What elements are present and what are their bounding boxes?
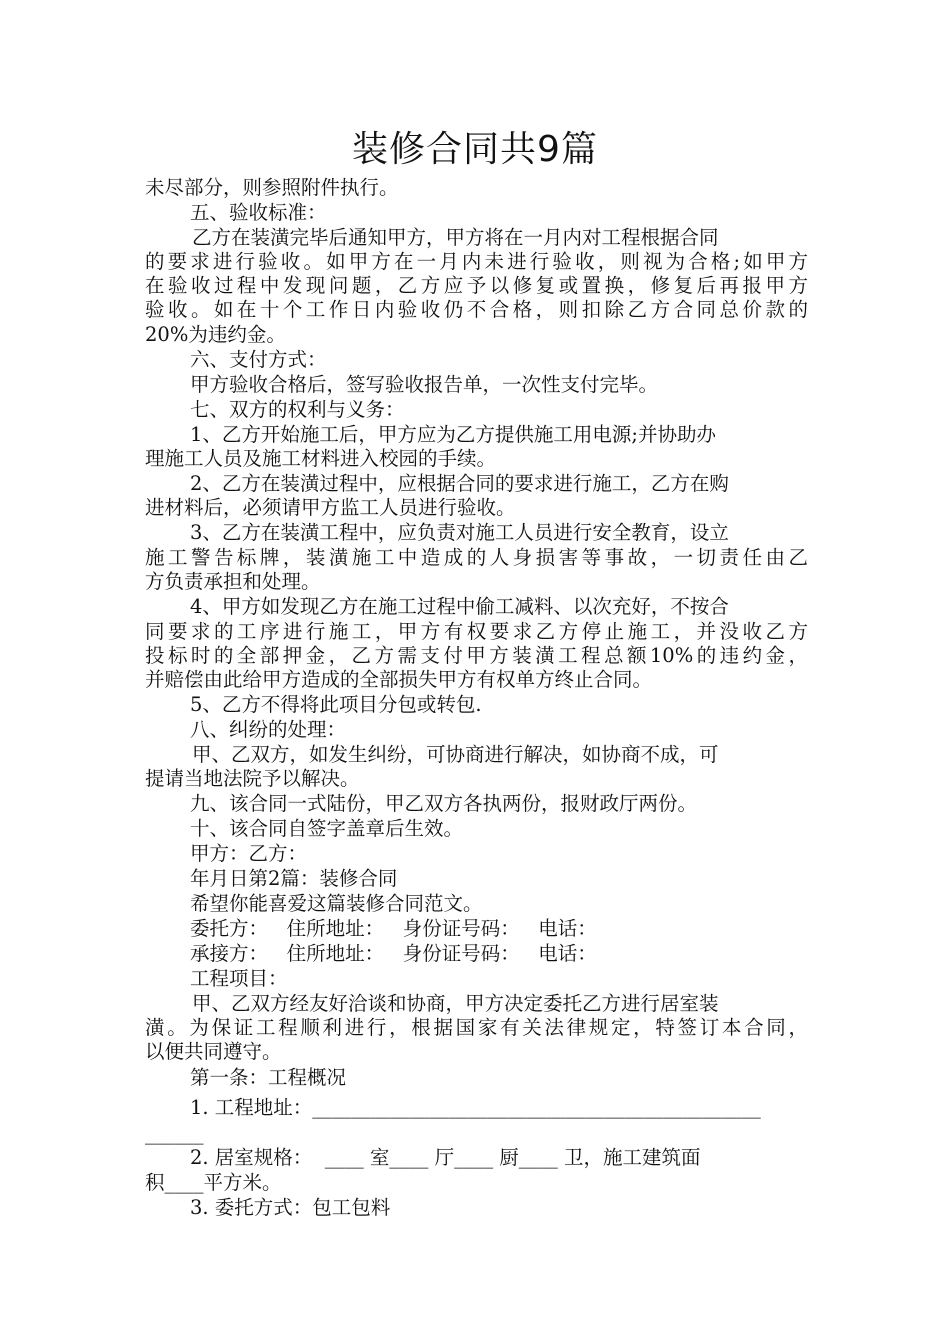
section-heading: 十、该合同自签字盖章后生效。 bbox=[190, 817, 464, 840]
text-line: 进材料后，必须请甲方监工人员进行验收。 bbox=[145, 496, 516, 519]
text-line: 积____平方米。 bbox=[145, 1171, 282, 1194]
text-line: 方负责承担和处理。 bbox=[145, 570, 321, 593]
text-line: 承接方： 住所地址： 身份证号码： 电话： bbox=[190, 942, 597, 965]
text-line: ______ bbox=[145, 1122, 204, 1145]
text-line: 验收。如在十个工作日内验收仍不合格，则扣除乙方合同总价款的 bbox=[145, 298, 808, 321]
section-heading: 第一条：工程概况 bbox=[190, 1066, 347, 1089]
text-line: 甲、乙双方经友好洽谈和协商，甲方决定委托乙方进行居室装 bbox=[192, 992, 719, 1015]
section-heading: 九、该合同一式陆份，甲乙双方各执两份，报财政厅两份。 bbox=[190, 792, 698, 815]
text-line: 1. 工程地址：______________________________________________ bbox=[190, 1096, 761, 1119]
text-line: 3、乙方在装潢工程中，应负责对施工人员进行安全教育，设立 bbox=[190, 521, 729, 544]
text-line: 委托方： 住所地址： 身份证号码： 电话： bbox=[190, 917, 597, 940]
text-line: 提请当地法院予以解决。 bbox=[145, 767, 360, 790]
text-line: 2、乙方在装潢过程中，应根据合同的要求进行施工，乙方在购 bbox=[190, 472, 729, 495]
text-line: 在验收过程中发现问题，乙方应予以修复或置换，修复后再报甲方 bbox=[145, 274, 808, 297]
section-heading: 八、纠纷的处理： bbox=[190, 718, 347, 741]
text-line: 的要求进行验收。如甲方在一月内未进行验收，则视为合格;如甲方 bbox=[145, 250, 808, 273]
text-line: 1、乙方开始施工后，甲方应为乙方提供施工用电源;并协助办 bbox=[190, 423, 716, 446]
text-line: 甲方验收合格后，签写验收报告单，一次性支付完毕。 bbox=[190, 373, 659, 396]
text-line: 5、乙方不得将此项目分包或转包. bbox=[190, 693, 482, 716]
text-line: 甲方：乙方： bbox=[190, 842, 308, 865]
section-heading: 七、双方的权利与义务： bbox=[190, 398, 405, 421]
text-line: 2. 居室规格： ____ 室____ 厅____ 厨____ 卫，施工建筑面 bbox=[190, 1146, 701, 1169]
text-line: 潢。为保证工程顺利进行，根据国家有关法律规定，特签订本合同， bbox=[145, 1016, 808, 1039]
text-line: 希望你能喜爱这篇装修合同范文。 bbox=[190, 892, 483, 915]
text-line: 甲、乙双方，如发生纠纷，可协商进行解决，如协商不成，可 bbox=[192, 743, 719, 766]
text-line: 工程项目： bbox=[190, 967, 288, 990]
text-line: 年月日第2篇：装修合同 bbox=[190, 867, 398, 890]
text-line: 同要求的工序进行施工，甲方有权要求乙方停止施工，并没收乙方 bbox=[145, 620, 808, 643]
text-line: 理施工人员及施工材料进入校园的手续。 bbox=[145, 447, 497, 470]
text-line: 4、甲方如发现乙方在施工过程中偷工减料、以次充好，不按合 bbox=[190, 595, 729, 618]
text-line: 施工警告标牌，装潢施工中造成的人身损害等事故，一切责任由乙 bbox=[145, 546, 808, 569]
text-line: 投标时的全部押金，乙方需支付甲方装潢工程总额10%的违约金， bbox=[145, 644, 808, 667]
section-heading: 五、验收标准： bbox=[190, 201, 327, 224]
text-line: 20%为违约金。 bbox=[145, 323, 286, 346]
document-title: 装修合同共9篇 bbox=[352, 129, 598, 170]
section-heading: 六、支付方式： bbox=[190, 348, 327, 371]
text-line: 未尽部分，则参照附件执行。 bbox=[145, 176, 399, 199]
text-line: 以便共同遵守。 bbox=[145, 1040, 282, 1063]
text-line: 并赔偿由此给甲方造成的全部损失甲方有权单方终止合同。 bbox=[145, 668, 653, 691]
text-line: 乙方在装潢完毕后通知甲方，甲方将在一月内对工程根据合同 bbox=[192, 226, 719, 249]
text-line: 3. 委托方式：包工包料 bbox=[190, 1196, 391, 1219]
